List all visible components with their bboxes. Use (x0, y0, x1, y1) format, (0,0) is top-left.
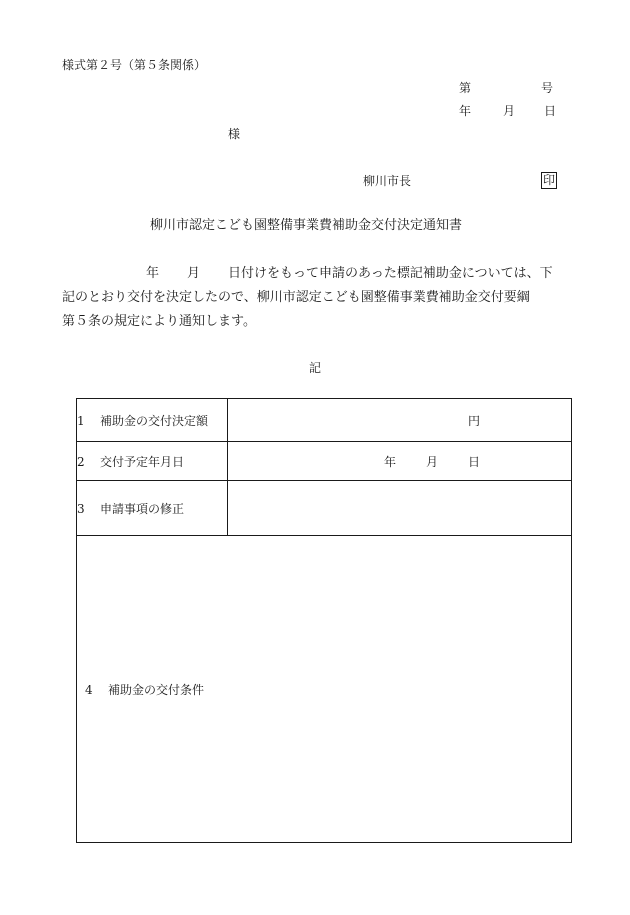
issuer-name: 柳川市長 (363, 174, 412, 188)
body-line-1: 日付けをもって申請のあった標記補助金については、下 (228, 266, 553, 281)
form-number: 様式第２号（第５条関係） (62, 58, 207, 72)
ki-heading: 記 (309, 361, 322, 375)
row-label-text: 申請事項の修正 (100, 501, 185, 516)
body-line-2: 記のとおり交付を決定したので、柳川市認定こども園整備事業費補助金交付要綱 (62, 290, 530, 305)
body-month: 月 (187, 266, 201, 281)
row-label-text: 交付予定年月日 (100, 454, 185, 469)
schedule-month: 月 (426, 455, 439, 469)
body-line-3: 第５条の規定により通知します。 (62, 314, 256, 329)
date-day: 日 (544, 104, 557, 118)
row-number: 4 (85, 682, 93, 697)
grant-details-table (76, 398, 572, 843)
table-row (77, 442, 572, 481)
row-label (77, 442, 228, 481)
addressee-suffix: 様 (228, 127, 241, 141)
row-label (77, 399, 228, 442)
schedule-day: 日 (468, 455, 481, 469)
row-number: 3 (77, 501, 85, 516)
body-year: 年 (146, 266, 160, 281)
row-label (77, 481, 228, 536)
amount-cell (228, 399, 572, 442)
yen-unit: 円 (468, 414, 481, 428)
row-label-text: 補助金の交付条件 (108, 682, 205, 697)
date-month: 月 (503, 104, 516, 118)
schedule-year: 年 (384, 455, 397, 469)
row-number: 1 (77, 413, 85, 428)
seal-mark: 印 (542, 173, 555, 187)
table-row (77, 536, 572, 843)
table-row (77, 399, 572, 442)
document-title: 柳川市認定こども園整備事業費補助金交付決定通知書 (150, 218, 463, 233)
amendment-cell (228, 481, 572, 536)
table-row (77, 481, 572, 536)
date-year: 年 (459, 104, 472, 118)
conditions-cell (77, 536, 572, 843)
row-label-text: 補助金の交付決定額 (100, 413, 209, 428)
row-number: 2 (77, 454, 85, 469)
doc-number-suffix: 号 (541, 81, 554, 95)
doc-number-prefix: 第 (459, 81, 472, 95)
date-cell (228, 442, 572, 481)
